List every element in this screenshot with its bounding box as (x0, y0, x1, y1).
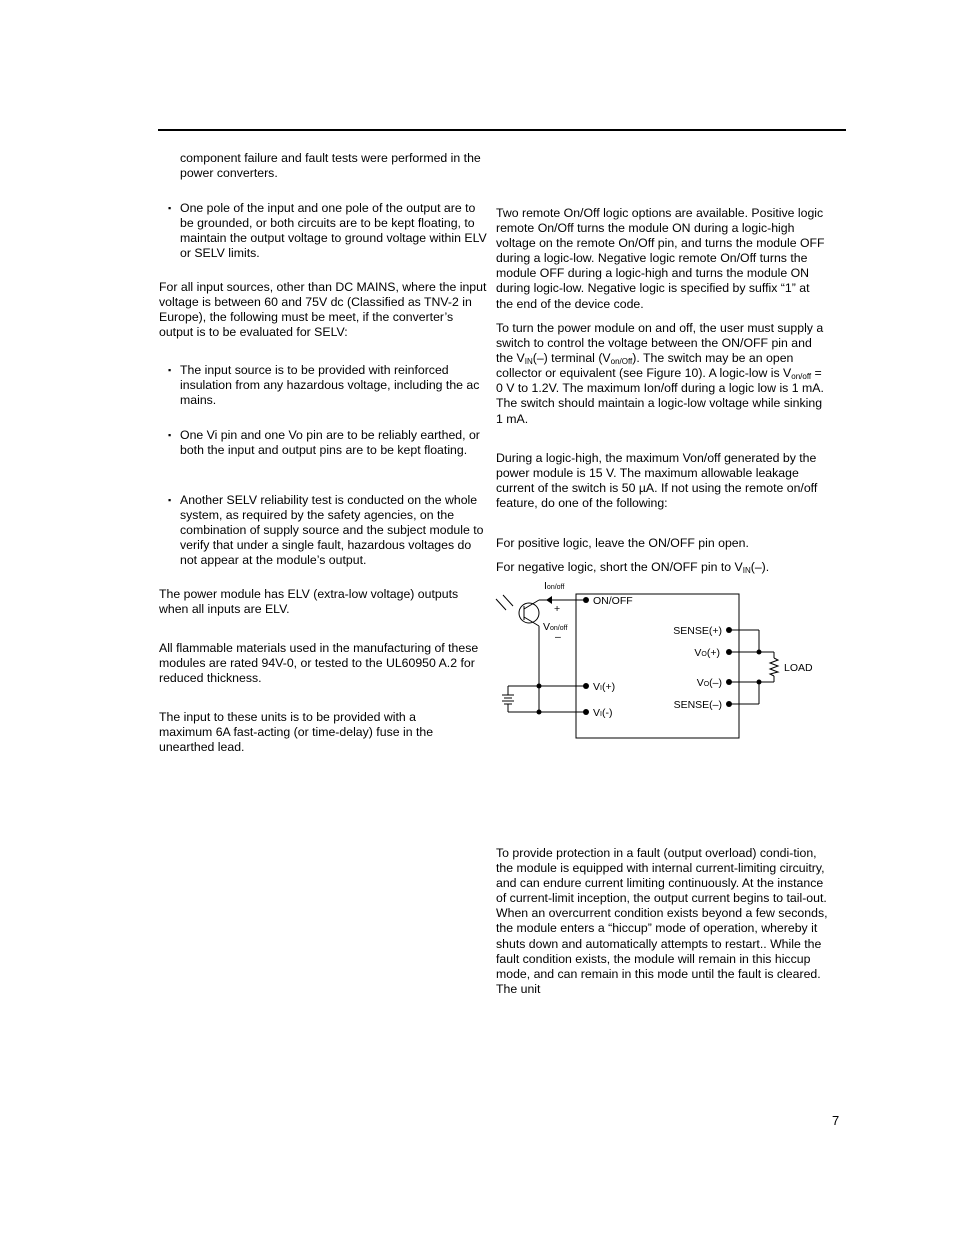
label-vo-plus: VO(+) (694, 647, 720, 659)
bullet-selv-test: ▪ Another SELV reliability test is conducted on the whole system, as required by the safety agencies, on the combination of supply source and the subject module to verify that under a single fault, hazardous voltages do not appear at the module’s output. (180, 493, 490, 568)
paragraph-logic-high: During a logic-high, the maximum Von/off generated by the power module is 15 V. The maximum allowable leakage current of the switch is 50 µA. If not using the remote on/off feature, do one of the following: (496, 451, 818, 511)
paragraph-component-failure: component failure and fault tests were performed in the power converters. (180, 151, 481, 181)
paragraph-remote-options: Two remote On/Off logic options are available. Positive logic remote On/Off turns the module ON during a logic-high voltage on the remote On/Off pin, and turns the module OFF during a logic-low. Negative logic remote On/Off turns the module OFF during a logic-high and turns the module ON during logic-low. Negative logic is specified by suffix “1” at the end of the device code. (496, 206, 825, 311)
paragraph-positive-logic: For positive logic, leave the ON/OFF pin open. (496, 536, 749, 550)
pin-on-off (583, 597, 589, 603)
current-arrow-icon (546, 596, 552, 604)
label-plus: + (554, 603, 561, 615)
paragraph-elv: The power module has ELV (extra-low voltage) outputs when all inputs are ELV. (159, 587, 459, 617)
pin-sense-minus (726, 701, 732, 707)
bullet-reinforced-insulation: ▪ The input source is to be provided with reinforced insulation from any hazardous voltage, including the ac mains. (180, 363, 490, 408)
label-minus: – (555, 631, 561, 643)
label-sense-plus: SENSE(+) (673, 625, 722, 637)
label-vo-minus: VO(–) (696, 677, 722, 689)
page-number: 7 (832, 1113, 840, 1128)
label-von-off: Von/off (543, 621, 568, 633)
pin-vo-plus (726, 649, 732, 655)
bullet-grounding: ▪ One pole of the input and one pole of the output are to be grounded, or both circuits are to be kept floating, to maintain the output voltage to ground voltage within ELV or SELV limits. (180, 201, 490, 261)
paragraph-fault-protection: To provide protection in a fault (output overload) condi-tion, the module is equipped with internal current-limiting circuitry, and can endure current limiting continuously. At the instance of current-limit inception, the output current begins to tail-out. When an overcurrent condition exists beyond a few seconds, the module enters a “hiccup” mode of operation, whereby it shuts down and automatically attempts to restart.. While the fault condition exists, the module will remain in this hiccup mode, and can remain in this mode until the fault is cleared. The unit (496, 846, 828, 996)
label-ion-off: Ion/off (544, 580, 565, 592)
pin-vo-minus (726, 679, 732, 685)
label-sense-minus: SENSE(–) (673, 699, 722, 711)
paragraph-negative-logic: For negative logic, short the ON/OFF pin to $V_{IN}(-)$. (496, 560, 770, 575)
load-resistor-icon (770, 658, 778, 676)
bullet-earthed-pins: ▪ One Vi pin and one Vo pin are to be reliably earthed, or both the input and output pins are to be kept floating. (180, 428, 490, 458)
label-vi-plus: VI(+) (593, 681, 616, 693)
label-on-off: ON/OFF (593, 595, 633, 607)
battery-icon (502, 695, 514, 704)
paragraph-input-sources: For all input sources, other than DC MAINS, where the input voltage is between 60 and 75V dc (Classified as TNV-2 in Europe), the following must be meet, if the converter’s output is to be evaluated for SELV: (159, 280, 487, 340)
paragraph-fuse: The input to these units is to be provided with a maximum 6A fast-acting (or time-delay) fuse in the unearthed lead. (159, 710, 434, 755)
pin-vi-plus (583, 683, 589, 689)
paragraph-turn-on-off: To turn the power module on and off, the user must supply a switch to control the voltage between the ON/OFF pin and the $V_{IN}(-)$ terminal $(V_{on/Off})$. The switch may be an open collector or equivalent (see Figure 10). A logic-low is $V_{on/off} = 0$ V to 1.2V. The maximum Ion/off during a logic low is 1 mA. The switch should maintain a logic-low voltage while sinking 1 mA. (496, 321, 824, 426)
remote-on-off-circuit-diagram (494, 578, 824, 746)
pin-sense-plus (726, 627, 732, 633)
pin-vi-minus (583, 709, 589, 715)
paragraph-flammable: All flammable materials used in the manufacturing of these modules are rated 94V-0, or tested to the UL60950 A.2 for reduced thickness. (159, 641, 479, 686)
label-load: LOAD (784, 662, 813, 674)
label-vi-minus: VI(-) (593, 707, 613, 719)
header-rule (158, 129, 846, 131)
